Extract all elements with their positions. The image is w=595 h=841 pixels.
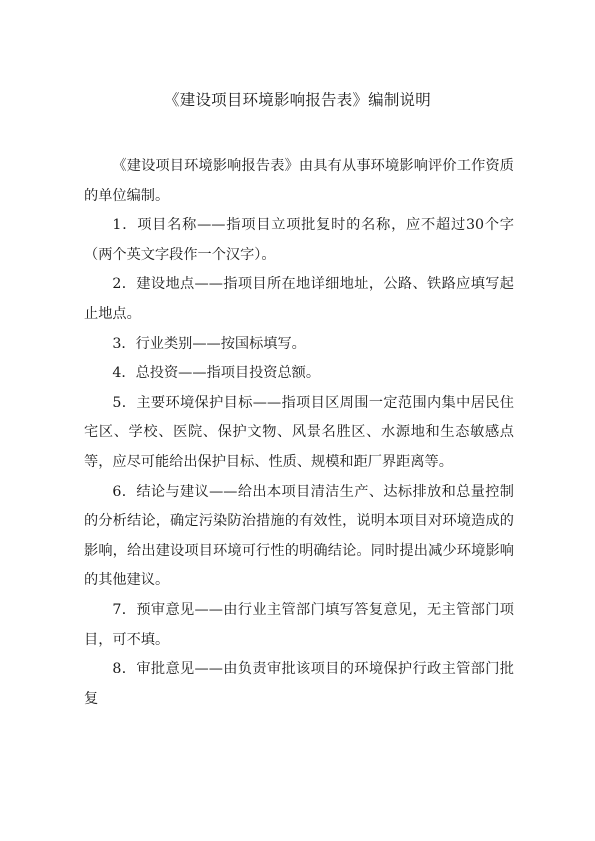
item-construction-site: 2．建设地点——指项目所在地详细地址，公路、铁路应填写起止地点。 xyxy=(84,276,514,322)
item-pre-review: 7．预审意见——由行业主管部门填写答复意见，无主管部门项目，可不填。 xyxy=(84,601,514,648)
item-conclusion: 6．结论与建议——给出本项目清洁生产、达标排放和总量控制的分析结论，确定污染防治措施的有效性，说明本项目对环境造成的影响，给出建设项目环境可行性的明确结论。同时提出减少环境影响的其他建议。 xyxy=(84,483,514,589)
item-approval: 8．审批意见——由负责审批该项目的环境保护行政主管部门批复 xyxy=(84,661,514,707)
document-title: 《建设项目环境影响报告表》编制说明 xyxy=(164,91,431,109)
item-project-name: 1．项目名称——指项目立项批复时的名称，应不超过30个字（两个英文字段作一个汉字）。 xyxy=(84,217,514,263)
item-industry-category: 3．行业类别——按国标填写。 xyxy=(112,335,306,352)
document-body xyxy=(84,152,514,714)
item-protection-targets: 5．主要环境保护目标——指项目区周围一定范围内集中居民住宅区、学校、医院、保护文物、风景名胜区、水源地和生态敏感点等，应尽可能给出保护目标、性质、规模和距厂界距离等。 xyxy=(84,394,514,470)
intro-paragraph: 《建设项目环境影响报告表》由具有从事环境影响评价工作资质的单位编制。 xyxy=(84,158,514,204)
item-total-investment: 4．总投资——指项目投资总额。 xyxy=(112,365,321,382)
